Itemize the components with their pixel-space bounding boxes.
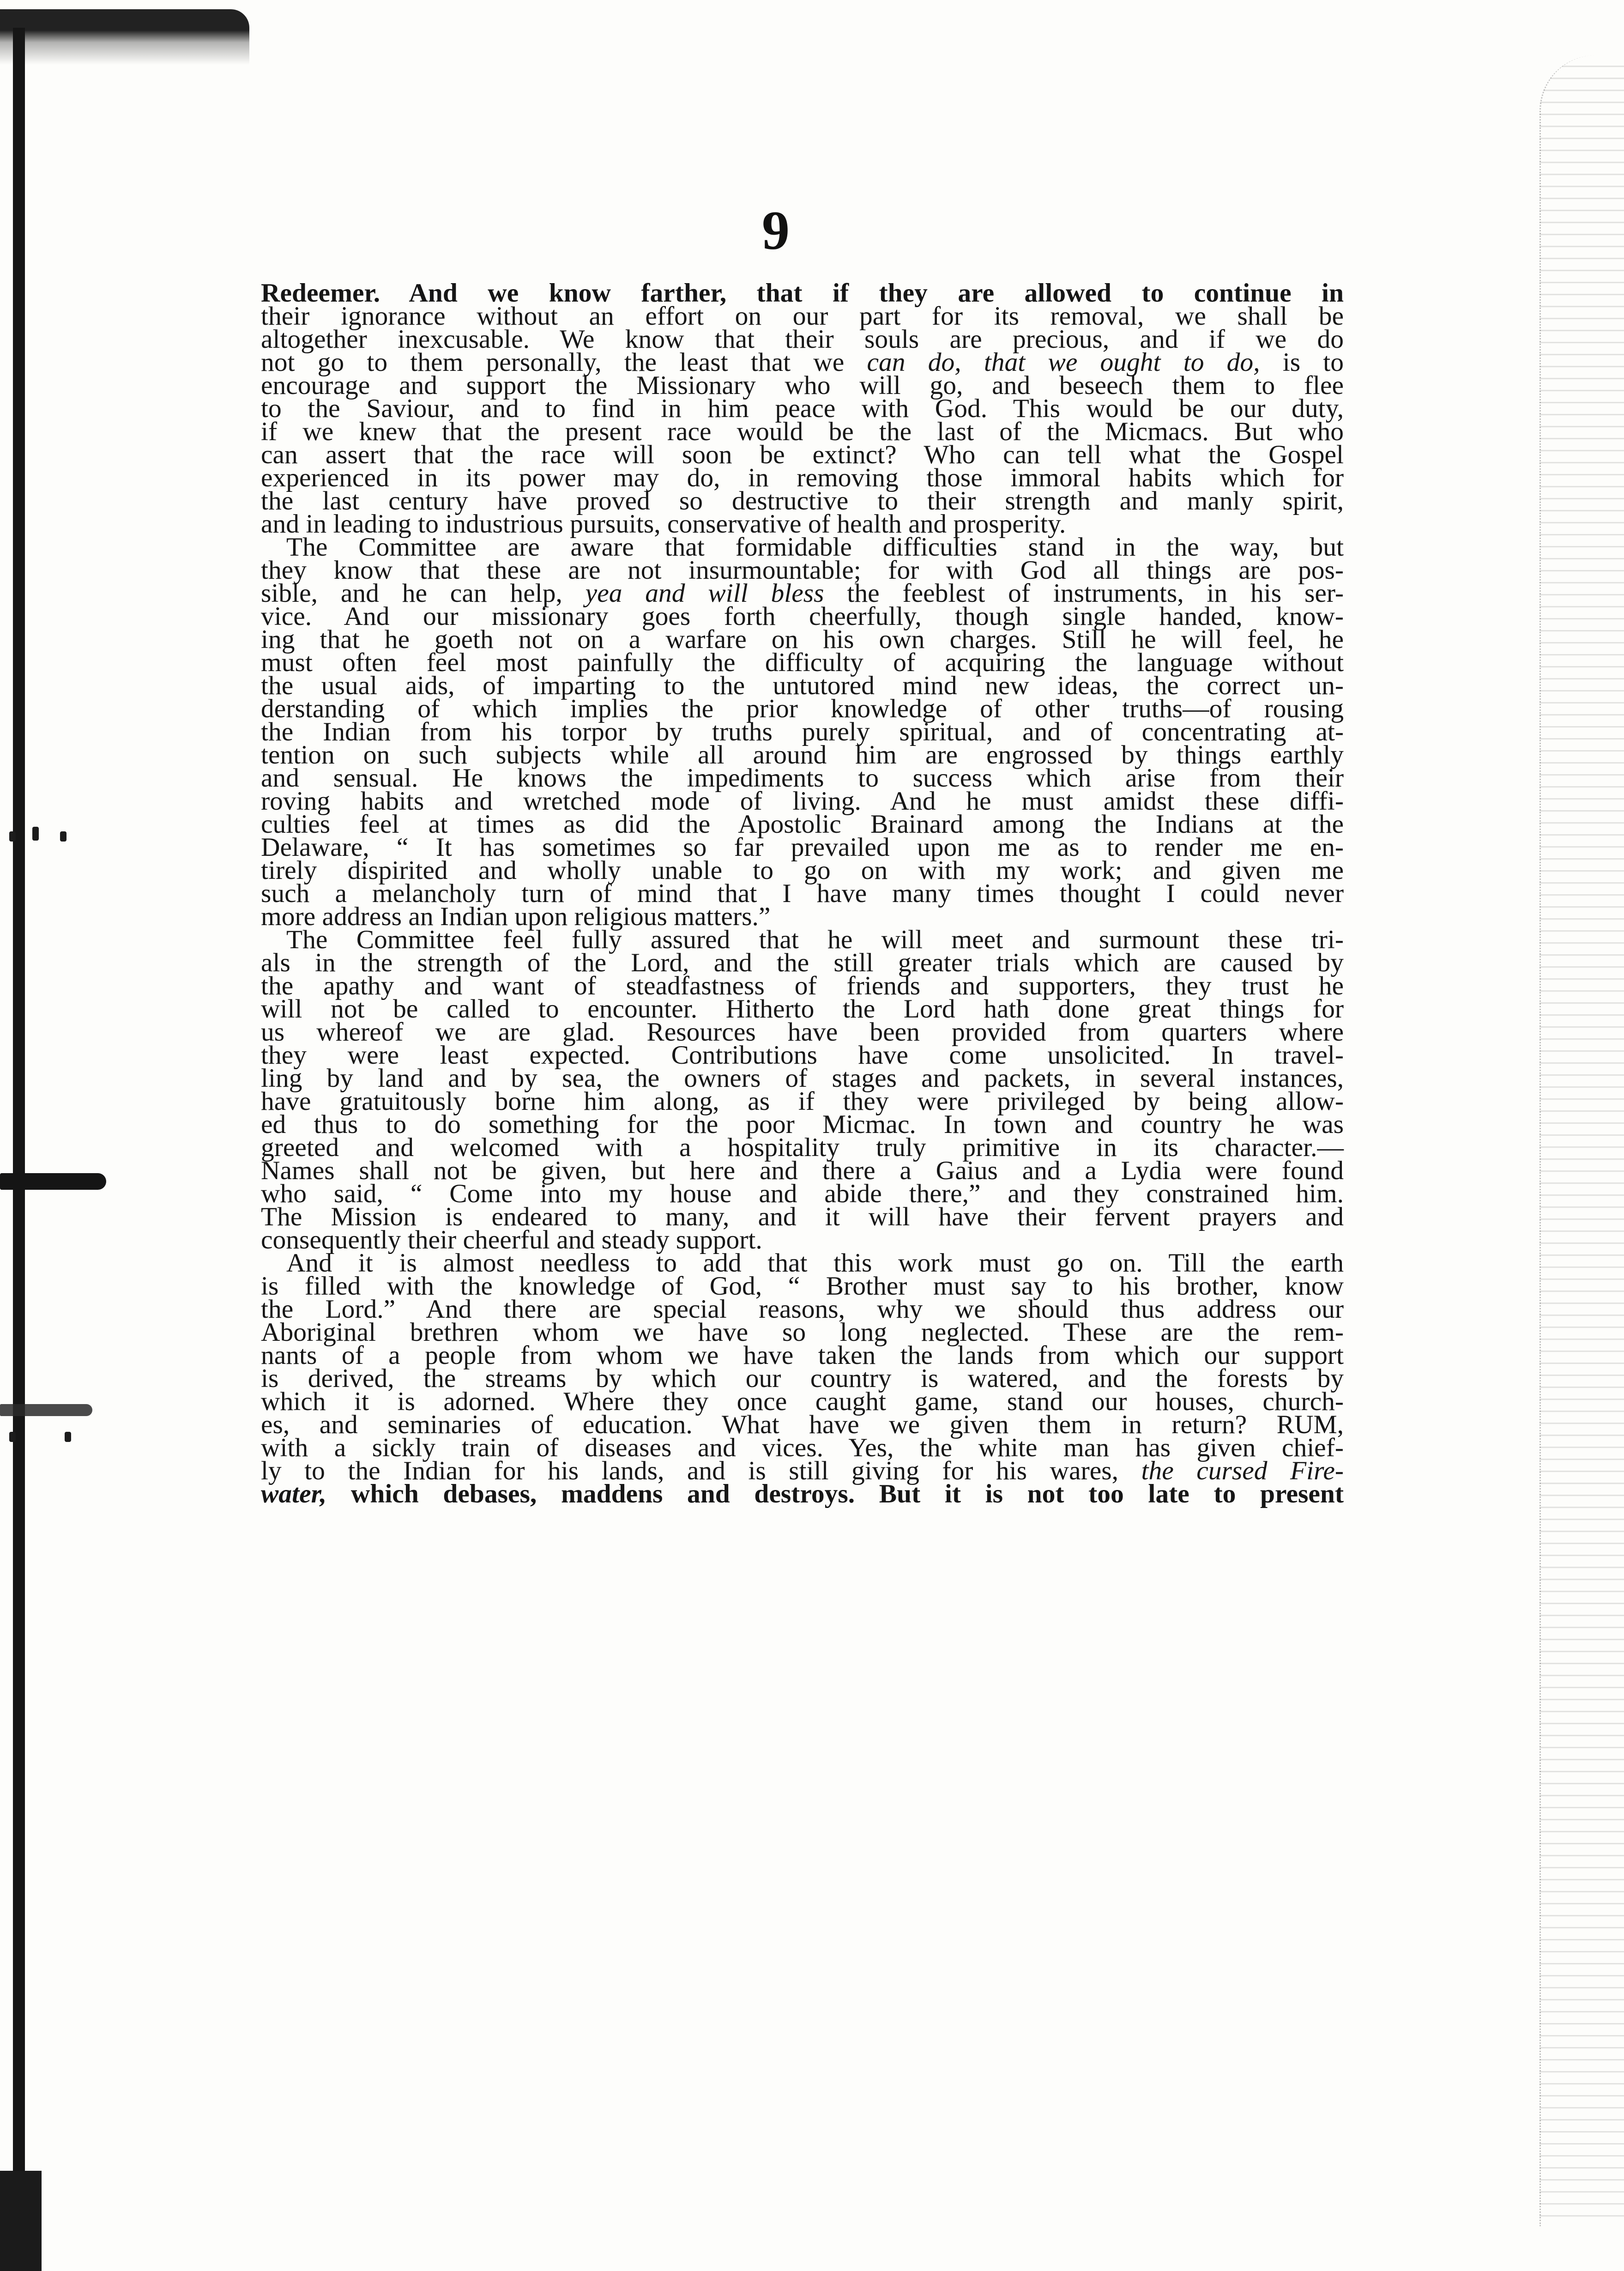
- text-line: have gratuitously borne him along, as if they were privileged by being allow-: [261, 1087, 1344, 1116]
- binding-edge-bottom: [0, 2171, 42, 2271]
- ink-speck: [9, 831, 16, 842]
- worn-page-edge: [1539, 55, 1624, 2226]
- text-line: more address an Indian upon religious matters.”: [261, 902, 771, 931]
- text-line: and sensual. He knows the impediments to success which arise from their: [261, 763, 1344, 793]
- text-line: they know that these are not insurmountable; for with God all things are pos-: [261, 556, 1344, 585]
- text-line: vice. And our missionary goes forth cheerfully, though single handed, know-: [261, 602, 1344, 631]
- binding-ink-blot: [0, 1173, 106, 1190]
- text-line: tirely dispirited and wholly unable to go on with my work; and given me: [261, 856, 1344, 885]
- text-line: they were least expected. Contributions have come unsolicited. In travel-: [261, 1041, 1344, 1070]
- text-line: Redeemer. And we know farther, that if they are allowed to continue in: [261, 279, 1344, 308]
- text-line: ing that he goeth not on a warfare on his own charges. Still he will feel, he: [261, 625, 1344, 654]
- paragraph: [261, 1248, 1344, 1508]
- text-segment: is to: [1260, 348, 1344, 377]
- text-line: And it is almost needless to add that this work must go on. Till the earth: [286, 1248, 1344, 1278]
- text-line: the Lord.” And there are special reasons, why we should thus address our: [261, 1295, 1344, 1324]
- paragraph: [261, 533, 1344, 931]
- text-line: altogether inexcusable. We know that their souls are precious, and if we do: [261, 325, 1344, 354]
- text-line: culties feel at times as did the Apostolic Brainard among the Indians at the: [261, 810, 1344, 839]
- text-line: to the Saviour, and to find in him peace with God. This would be our duty,: [261, 394, 1344, 423]
- text-line: Delaware, “ It has sometimes so far prevailed upon me as to render me en-: [261, 833, 1344, 862]
- text-line: which it is adorned. Where they once caught game, stand our houses, church-: [261, 1387, 1344, 1416]
- text-line: tention on such subjects while all around him are engrossed by things earthly: [261, 740, 1344, 769]
- text-line: derstanding of which implies the prior knowledge of other truths—of rousing: [261, 694, 1344, 723]
- text-segment: which debases, maddens and destroys. But it is not too late to present: [326, 1479, 1344, 1508]
- ink-speck: [60, 831, 66, 842]
- page-number: 9: [762, 200, 790, 261]
- text-line: their ignorance without an effort on our part for its removal, we shall be: [261, 302, 1344, 331]
- text-line: the Indian from his torpor by truths purely spiritual, and of concentrating at-: [261, 717, 1344, 746]
- text-line: nants of a people from whom we have taken the lands from which our support: [261, 1341, 1344, 1370]
- text-line: experienced in its power may do, in removing those immoral habits which for: [261, 463, 1344, 492]
- text-line: Aboriginal brethren whom we have so long neglected. These are the rem-: [261, 1318, 1344, 1347]
- text-line: if we knew that the present race would be the last of the Micmacs. But who: [261, 417, 1344, 446]
- binding-edge: [13, 28, 25, 2271]
- text-line: consequently their cheerful and steady support.: [261, 1225, 762, 1254]
- ink-speck: [9, 1432, 16, 1442]
- text-line: and in leading to industrious pursuits, conservative of health and prosperity.: [261, 509, 1066, 539]
- text-line: is filled with the knowledge of God, “ Brother must say to his brother, know: [261, 1272, 1344, 1301]
- text-line: who said, “ Come into my house and abide there,” and they constrained him.: [261, 1179, 1344, 1208]
- text-line: ed thus to do something for the poor Micmac. In town and country he was: [261, 1110, 1344, 1139]
- paragraph: [261, 925, 1344, 1254]
- italic-phrase: water,: [261, 1479, 327, 1508]
- text-line: is derived, the streams by which our country is watered, and the forests by: [261, 1364, 1344, 1393]
- body-text: [261, 279, 1344, 1508]
- text-segment: sible, and he can help,: [261, 579, 586, 608]
- text-line: roving habits and wretched mode of living. And he must amidst these diffi-: [261, 787, 1344, 816]
- italic-phrase: the cursed Fire-: [1141, 1456, 1344, 1485]
- ink-speck: [65, 1432, 71, 1442]
- ink-speck: [32, 827, 39, 841]
- text-line: The Committee are aware that formidable difficulties stand in the way, but: [286, 533, 1344, 562]
- italic-phrase: yea and will bless: [585, 579, 824, 608]
- text-line: will not be called to encounter. Hitherto the Lord hath done great things for: [261, 994, 1344, 1023]
- text-line: greeted and welcomed with a hospitality truly primitive in its character.—: [261, 1133, 1344, 1162]
- text-line: the apathy and want of steadfastness of friends and supporters, they trust he: [261, 971, 1344, 1000]
- text-line: can assert that the race will soon be extinct? Who can tell what the Gospel: [261, 440, 1344, 469]
- binding-ink-blot: [0, 1404, 92, 1416]
- text-line: with a sickly train of diseases and vices. Yes, the white man has given chief-: [261, 1433, 1344, 1462]
- text-line: ling by land and by sea, the owners of stages and packets, in several instances,: [261, 1064, 1344, 1093]
- text-line: encourage and support the Missionary who will go, and beseech them to flee: [261, 371, 1344, 400]
- text-line: us whereof we are glad. Resources have been provided from quarters where: [261, 1017, 1344, 1047]
- text-line: als in the strength of the Lord, and the still greater trials which are caused by: [261, 948, 1344, 977]
- text-segment: the feeblest of instruments, in his ser-: [824, 579, 1344, 608]
- text-line: such a melancholy turn of mind that I have many times thought I could never: [261, 879, 1344, 908]
- text-line: the last century have proved so destructive to their strength and manly spirit,: [261, 486, 1344, 515]
- text-segment: ly to the Indian for his lands, and is still giving for his wares,: [261, 1456, 1141, 1485]
- text-line: es, and seminaries of education. What have we given them in return? RUM,: [261, 1410, 1344, 1439]
- text-line: The Committee feel fully assured that he will meet and surmount these tri-: [286, 925, 1344, 954]
- text-segment: not go to them personally, the least that we: [261, 348, 867, 377]
- text-line: Names shall not be given, but here and there a Gaius and a Lydia were found: [261, 1156, 1344, 1185]
- paragraph: [261, 279, 1344, 539]
- text-line: The Mission is endeared to many, and it will have their fervent prayers and: [261, 1202, 1344, 1231]
- binding-shadow-top: [0, 9, 249, 65]
- text-line: [261, 1479, 1344, 1508]
- text-line: the usual aids, of imparting to the untutored mind new ideas, the correct un-: [261, 671, 1344, 700]
- text-line: must often feel most painfully the difficulty of acquiring the language without: [261, 648, 1344, 677]
- italic-phrase: can do, that we ought to do,: [867, 348, 1260, 377]
